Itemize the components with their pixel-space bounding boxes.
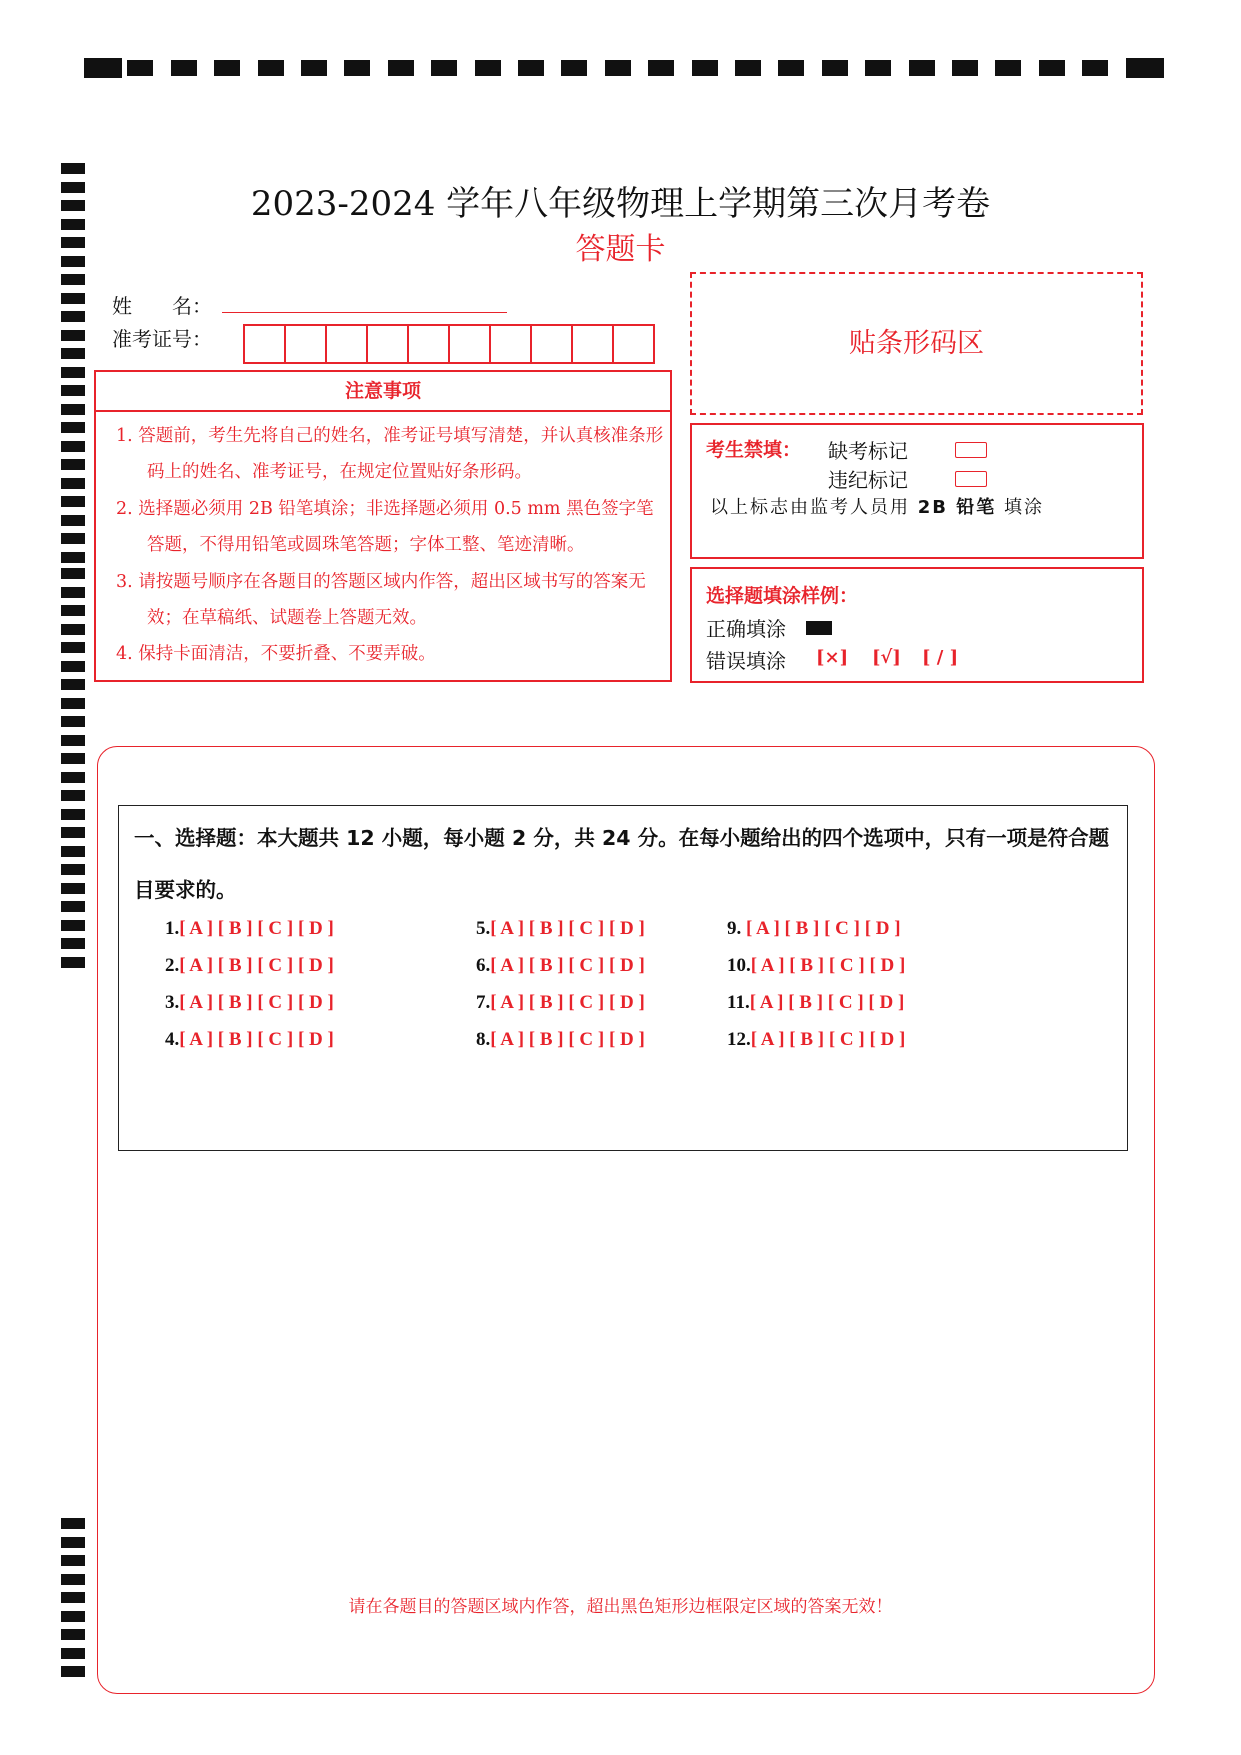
examiner-note-bold: 2B 铅笔 <box>917 497 997 518</box>
timing-mark <box>61 901 85 912</box>
timing-mark <box>61 311 85 322</box>
timing-mark <box>61 716 85 727</box>
answer-options[interactable]: [ A ] [ B ] [ C ] [ D ] <box>490 918 645 939</box>
question-number: 9. <box>727 918 746 939</box>
timing-mark <box>692 60 718 76</box>
timing-mark <box>127 60 153 76</box>
timing-mark <box>301 60 327 76</box>
timing-mark <box>61 920 85 931</box>
choice-section-heading: 一、选择题：本大题共 12 小题，每小题 2 分，共 24 分。在每小题给出的四个选项中，只有一项是符合题目要求的。 <box>134 826 1110 902</box>
answer-options[interactable]: [ A ] [ B ] [ C ] [ D ] <box>179 918 334 939</box>
timing-mark <box>61 163 85 174</box>
timing-mark <box>61 496 85 507</box>
examiner-note-prefix: 以上标志由监考人员用 <box>710 497 910 518</box>
timing-mark <box>61 587 85 598</box>
timing-mark <box>61 441 85 452</box>
examiner-note-suffix: 填涂 <box>1003 497 1044 518</box>
answer-options[interactable]: [ A ] [ B ] [ C ] [ D ] <box>179 1029 334 1050</box>
notice-box <box>94 370 672 682</box>
timing-mark <box>388 60 414 76</box>
timing-mark <box>909 60 935 76</box>
timing-mark <box>605 60 631 76</box>
page-subtitle: 答题卡 <box>575 232 666 267</box>
timing-mark <box>865 60 891 76</box>
barcode-zone: 贴条形码区 <box>690 272 1143 415</box>
timing-mark <box>61 568 85 579</box>
timing-mark <box>475 60 501 76</box>
timing-mark <box>61 1666 85 1677</box>
timing-mark <box>1082 60 1108 76</box>
timing-mark <box>61 772 85 783</box>
timing-mark <box>61 846 85 857</box>
timing-mark <box>214 60 240 76</box>
question-number: 3. <box>165 992 180 1013</box>
correct-fill-label: 正确填涂 <box>706 617 786 641</box>
timing-mark <box>61 1537 85 1548</box>
examiner-only-box <box>690 423 1144 559</box>
timing-mark <box>61 957 85 968</box>
exam-id-boxes[interactable] <box>243 324 655 364</box>
timing-mark <box>61 533 85 544</box>
exam-id-digit-box[interactable] <box>409 326 450 362</box>
fill-sample-title: 选择题填涂样例： <box>706 585 859 607</box>
timing-mark <box>61 422 85 433</box>
notice-item-2: 2. 选择题必须用 2B 铅笔填涂；非选择题必须用 0.5 mm 黑色签字笔答题，不得用铅笔或圆珠笔答题；字体工整、笔迹清晰。 <box>116 499 654 555</box>
exam-id-digit-box[interactable] <box>450 326 491 362</box>
question-number: 5. <box>476 918 491 939</box>
fill-sample-box <box>690 567 1144 683</box>
timing-mark <box>61 661 85 672</box>
timing-mark <box>171 60 197 76</box>
question-number: 2. <box>165 955 180 976</box>
question-number: 7. <box>476 992 491 1013</box>
violation-mark-label: 违纪标记 <box>828 468 908 492</box>
choice-question-11[interactable] <box>727 992 904 1014</box>
choice-question-3[interactable] <box>165 992 334 1014</box>
timing-mark <box>822 60 848 76</box>
timing-mark <box>61 883 85 894</box>
question-number: 1. <box>165 918 180 939</box>
wrong-fill-sample-3: [ / ] <box>922 647 959 668</box>
timing-mark <box>344 60 370 76</box>
timing-mark <box>1126 58 1164 78</box>
timing-mark <box>61 642 85 653</box>
wrong-fill-sample-1: [×] <box>816 647 849 668</box>
timing-mark <box>61 790 85 801</box>
timing-mark <box>61 274 85 285</box>
answer-options[interactable]: [ A ] [ B ] [ C ] [ D ] <box>750 955 906 976</box>
answer-options[interactable]: [ A ] [ B ] [ C ] [ D ] <box>179 992 334 1013</box>
page-title: 2023-2024 学年八年级物理上学期第三次月考卷 <box>250 184 991 224</box>
timing-mark <box>61 367 85 378</box>
name-input-line[interactable] <box>222 312 507 313</box>
timing-mark <box>648 60 674 76</box>
choice-question-6[interactable] <box>476 955 645 977</box>
exam-id-digit-box[interactable] <box>491 326 532 362</box>
timing-mark <box>735 60 761 76</box>
question-number: 4. <box>165 1029 180 1050</box>
name-label: 姓 名： <box>112 294 212 318</box>
timing-mark <box>61 385 85 396</box>
timing-mark <box>61 605 85 616</box>
timing-mark <box>61 1648 85 1659</box>
question-number: 12. <box>727 1029 751 1050</box>
top-timing-marks <box>84 58 1178 82</box>
timing-mark <box>61 459 85 470</box>
answer-options[interactable]: [ A ] [ B ] [ C ] [ D ] <box>490 992 645 1013</box>
choice-question-10[interactable] <box>727 955 905 977</box>
notice-item-3: 3. 请按题号顺序在各题目的答题区域内作答，超出区域书写的答案无效；在草稿纸、试题卷上答题无效。 <box>116 572 646 628</box>
timing-mark <box>61 348 85 359</box>
question-number: 10. <box>727 955 751 976</box>
timing-mark <box>61 293 85 304</box>
timing-mark <box>518 60 544 76</box>
timing-mark <box>61 478 85 489</box>
notice-title: 注意事项 <box>96 372 670 412</box>
notice-item-1: 1. 答题前，考生先将自己的姓名，准考证号填写清楚，并认真核准条形码上的姓名、准考证号，在规定位置贴好条形码。 <box>116 426 664 482</box>
choice-question-2[interactable] <box>165 955 334 977</box>
timing-mark <box>1039 60 1065 76</box>
timing-mark <box>61 938 85 949</box>
exam-id-digit-box[interactable] <box>368 326 409 362</box>
timing-mark <box>61 698 85 709</box>
question-number: 11. <box>727 992 750 1013</box>
choice-question-7[interactable] <box>476 992 645 1014</box>
answer-options[interactable]: [ A ] [ B ] [ C ] [ D ] <box>750 1029 906 1050</box>
timing-mark <box>84 58 122 78</box>
choice-question-9[interactable] <box>727 918 901 940</box>
exam-id-label: 准考证号： <box>112 327 212 351</box>
timing-mark <box>61 679 85 690</box>
timing-mark <box>61 515 85 526</box>
exam-id-digit-box[interactable] <box>245 326 286 362</box>
timing-mark <box>431 60 457 76</box>
wrong-fill-label: 错误填涂 <box>706 649 786 673</box>
correct-fill-sample-mark <box>806 621 832 635</box>
choice-question-12[interactable] <box>727 1029 905 1051</box>
absent-mark-box[interactable] <box>955 442 987 458</box>
timing-mark <box>258 60 284 76</box>
timing-mark <box>61 624 85 635</box>
timing-mark <box>561 60 587 76</box>
choice-question-8[interactable] <box>476 1029 645 1051</box>
choice-question-5[interactable] <box>476 918 645 940</box>
timing-mark <box>61 330 85 341</box>
examiner-only-label: 考生禁填： <box>706 439 802 461</box>
answer-options[interactable]: [ A ] [ B ] [ C ] [ D ] <box>746 918 901 939</box>
answer-options[interactable]: [ A ] [ B ] [ C ] [ D ] <box>749 992 905 1013</box>
exam-id-digit-box[interactable] <box>327 326 368 362</box>
timing-mark <box>61 1574 85 1585</box>
timing-mark <box>61 827 85 838</box>
timing-mark <box>61 735 85 746</box>
exam-id-digit-box[interactable] <box>573 326 614 362</box>
question-number: 8. <box>476 1029 491 1050</box>
notice-item-4: 4. 保持卡面清洁，不要折叠、不要弄破。 <box>116 644 436 664</box>
answer-options[interactable]: [ A ] [ B ] [ C ] [ D ] <box>490 955 645 976</box>
wrong-fill-sample-2: [√] <box>872 647 901 668</box>
exam-id-digit-box[interactable] <box>286 326 327 362</box>
timing-mark <box>61 1629 85 1640</box>
violation-mark-box[interactable] <box>955 471 987 487</box>
answer-options[interactable]: [ A ] [ B ] [ C ] [ D ] <box>179 955 334 976</box>
timing-mark <box>61 1518 85 1529</box>
choice-question-4[interactable] <box>165 1029 334 1051</box>
choice-question-1[interactable] <box>165 918 334 940</box>
timing-mark <box>61 864 85 875</box>
examiner-note <box>710 493 1044 519</box>
exam-id-digit-box[interactable] <box>614 326 653 362</box>
timing-mark <box>995 60 1021 76</box>
footer-note: 请在各题目的答题区域内作答，超出黑色矩形边框限定区域的答案无效！ <box>348 1597 893 1617</box>
timing-mark <box>61 1555 85 1566</box>
answer-options[interactable]: [ A ] [ B ] [ C ] [ D ] <box>490 1029 645 1050</box>
exam-id-digit-box[interactable] <box>532 326 573 362</box>
question-number: 6. <box>476 955 491 976</box>
timing-mark <box>61 404 85 415</box>
timing-mark <box>61 753 85 764</box>
timing-mark <box>61 552 85 563</box>
timing-mark <box>952 60 978 76</box>
absent-mark-label: 缺考标记 <box>828 439 908 463</box>
timing-mark <box>778 60 804 76</box>
timing-mark <box>61 809 85 820</box>
